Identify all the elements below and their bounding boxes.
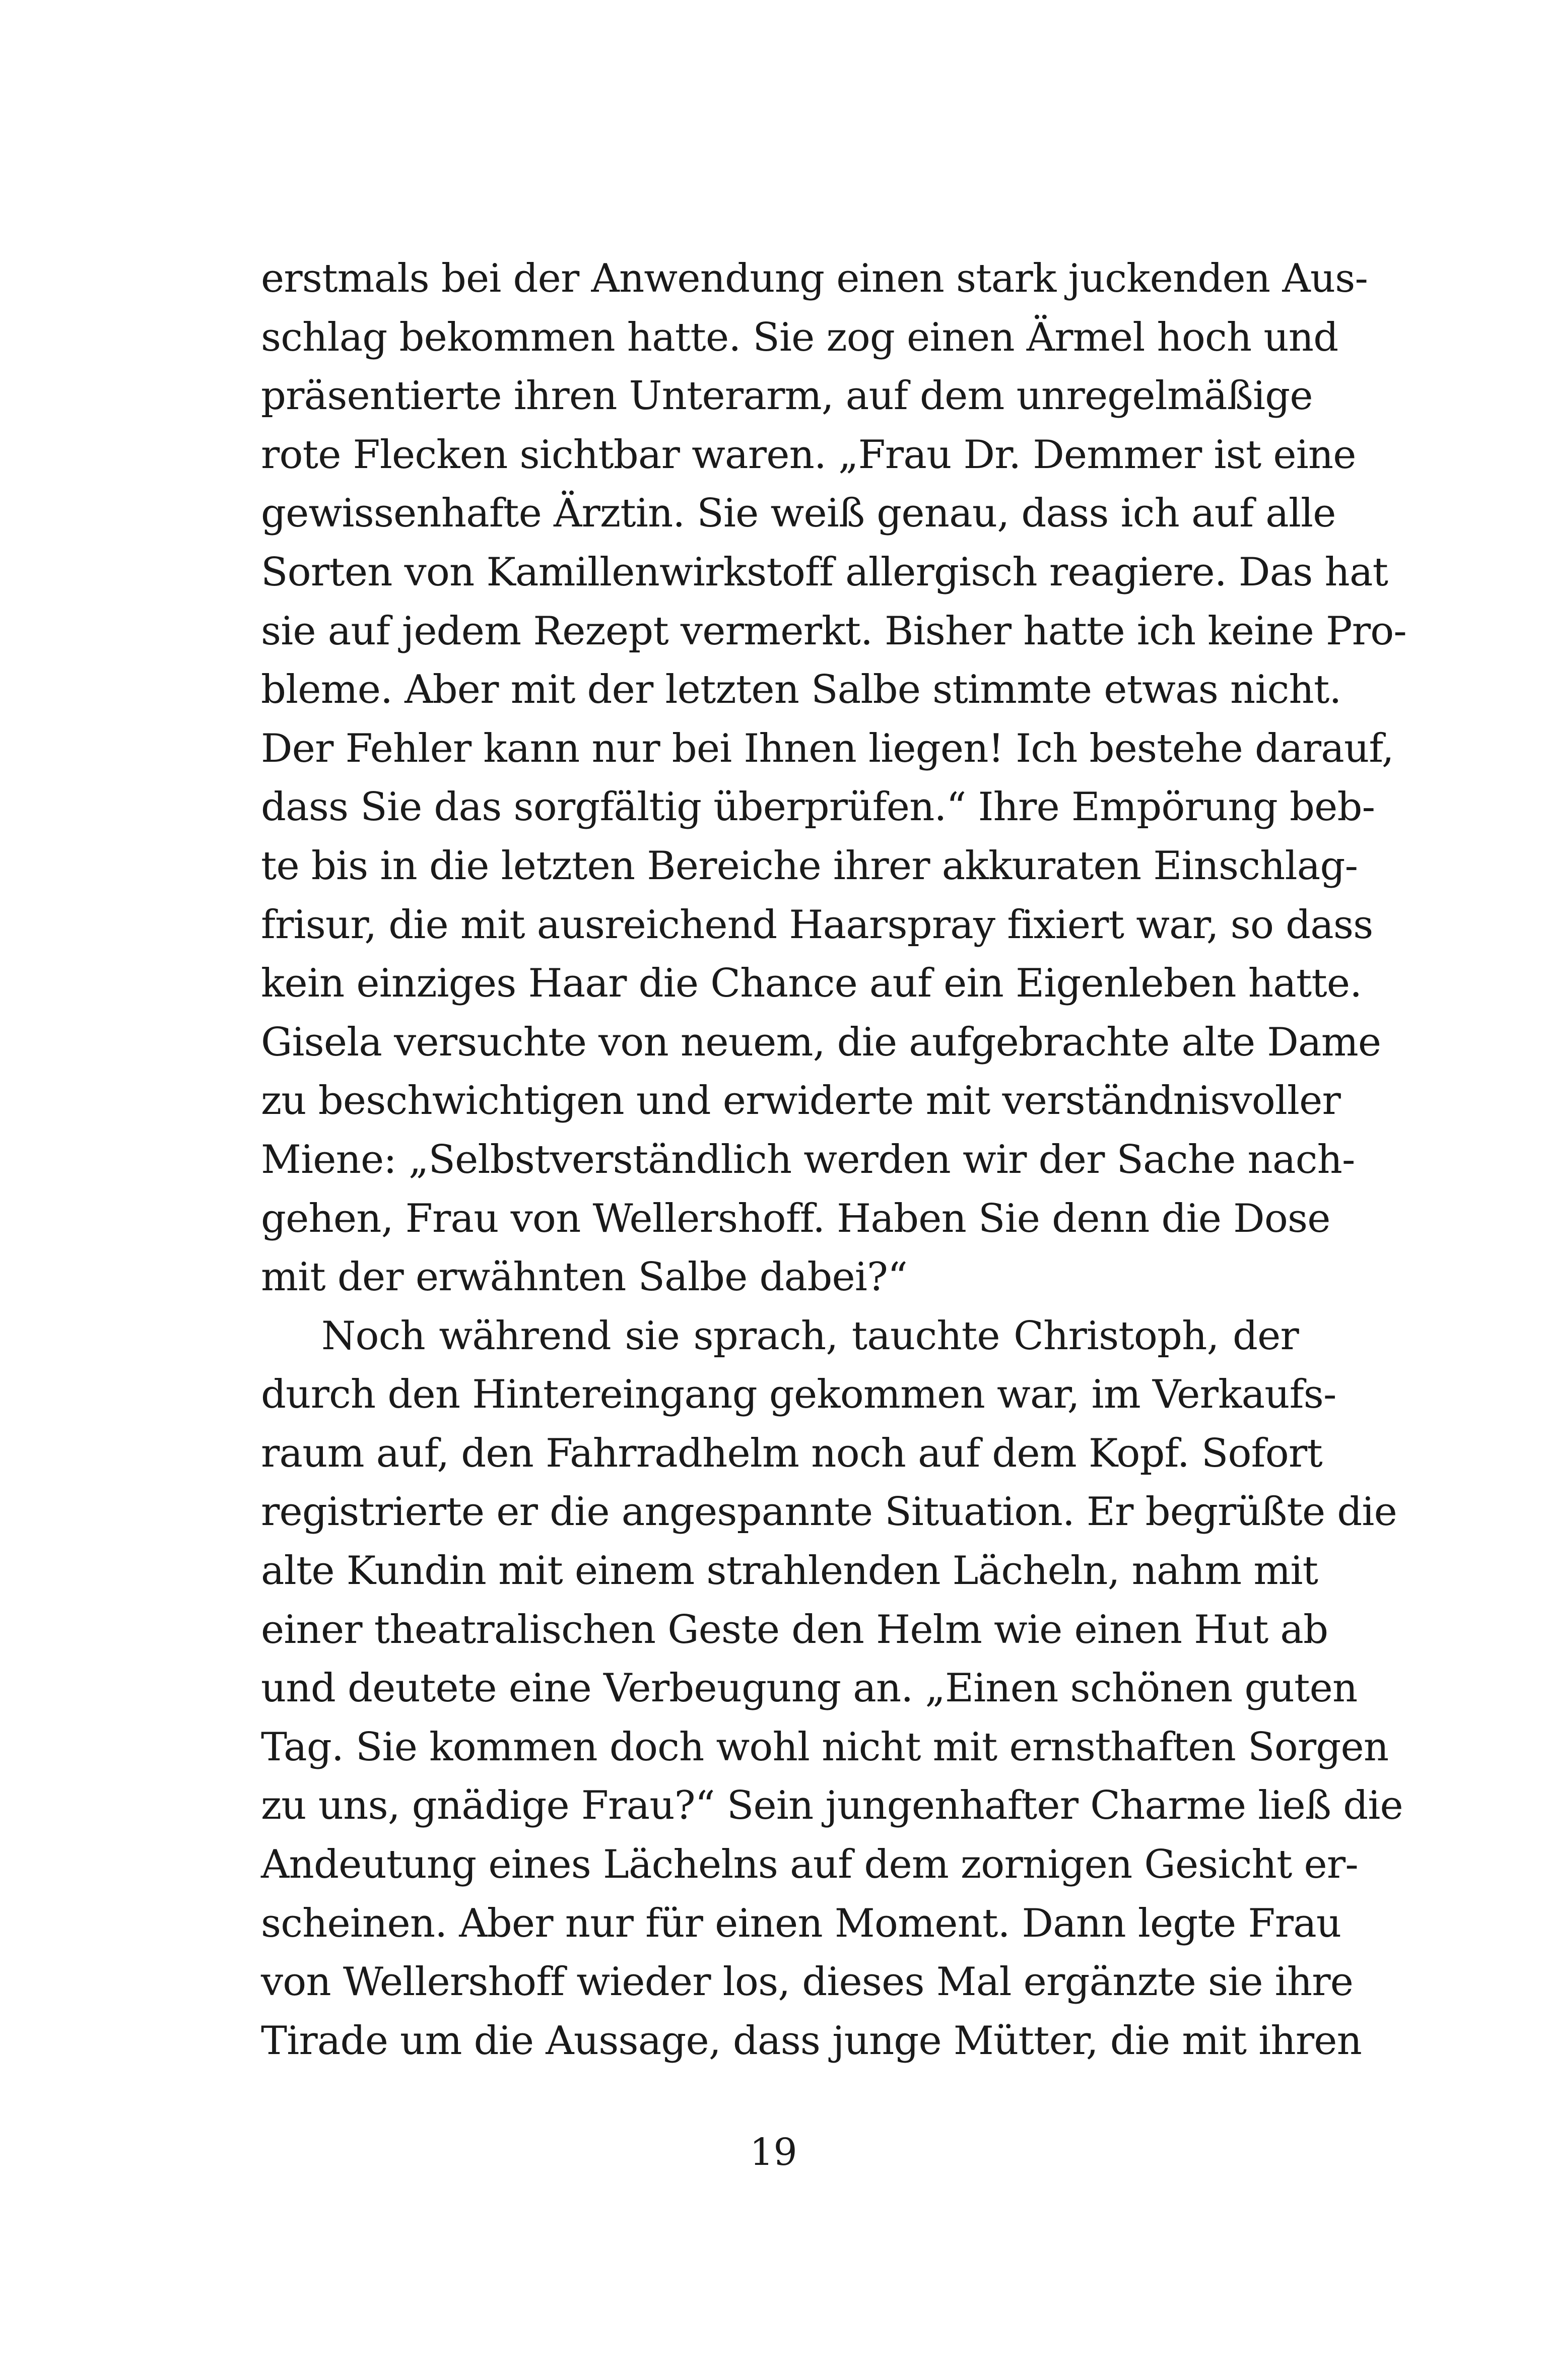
text-line: Miene: „Selbstverständlich werden wir der Sache nach- [261,1137,1355,1182]
text-line: von Wellershoff wieder los, dieses Mal ergänzte sie ihre [261,1959,1354,2005]
text-line: zu beschwichtigen und erwiderte mit verständnisvoller [261,1078,1341,1124]
text-line: te bis in die letzten Bereiche ihrer akkuraten Einschlag- [261,843,1358,889]
text-line: Tag. Sie kommen doch wohl nicht mit ernsthaften Sorgen [261,1724,1389,1770]
page-number: 19 [750,2131,797,2174]
text-line: sie auf jedem Rezept vermerkt. Bisher hatte ich keine Pro- [261,608,1406,654]
text-line: kein einziges Haar die Chance auf ein Eigenleben hatte. [261,961,1362,1007]
text-line: Der Fehler kann nur bei Ihnen liegen! Ich bestehe darauf, [261,725,1394,771]
text-line: Sorten von Kamillenwirkstoff allergisch reagiere. Das hat [261,549,1388,595]
text-line: durch den Hintereingang gekommen war, im Verkaufs- [261,1372,1336,1418]
text-line: zu uns, gnädige Frau?“ Sein jungenhafter Charme ließ die [261,1783,1403,1829]
text-line: registrierte er die angespannte Situation. Er begrüßte die [261,1489,1397,1535]
text-line: gehen, Frau von Wellershoff. Haben Sie denn die Dose [261,1196,1330,1241]
text-line: scheinen. Aber nur für einen Moment. Dann legte Frau [261,1900,1341,1946]
text-line: bleme. Aber mit der letzten Salbe stimmte etwas nicht. [261,667,1341,713]
text-line: dass Sie das sorgfältig überprüfen.“ Ihre Empörung beb- [261,784,1375,830]
text-line: Tirade um die Aussage, dass junge Mütter, die mit ihren [261,2018,1362,2064]
paragraph-end-line: mit der erwähnten Salbe dabei?“ [261,1254,908,1300]
text-line: frisur, die mit ausreichend Haarspray fixiert war, so dass [261,902,1373,948]
text-line: rote Flecken sichtbar waren. „Frau Dr. Demmer ist eine [261,432,1356,478]
text-line: präsentierte ihren Unterarm, auf dem unregelmäßige [261,373,1313,419]
text-line: Gisela versuchte von neuem, die aufgebrachte alte Dame [261,1019,1381,1065]
text-line: alte Kundin mit einem strahlenden Lächeln, nahm mit [261,1548,1318,1594]
text-line: Andeutung eines Lächelns auf dem zornigen Gesicht er- [261,1842,1358,1888]
text-line: erstmals bei der Anwendung einen stark juckenden Aus- [261,256,1368,301]
body-text [261,249,1406,2070]
text-line: schlag bekommen hatte. Sie zog einen Ärmel hoch und [261,314,1338,360]
text-line: und deutete eine Verbeugung an. „Einen schönen guten [261,1666,1358,1711]
text-line: gewissenhafte Ärztin. Sie weiß genau, dass ich auf alle [261,491,1336,537]
paragraph-start-line: Noch während sie sprach, tauchte Christoph, der [321,1313,1299,1359]
text-line: einer theatralischen Geste den Helm wie einen Hut ab [261,1607,1328,1652]
text-line: raum auf, den Fahrradhelm noch auf dem Kopf. Sofort [261,1430,1322,1476]
